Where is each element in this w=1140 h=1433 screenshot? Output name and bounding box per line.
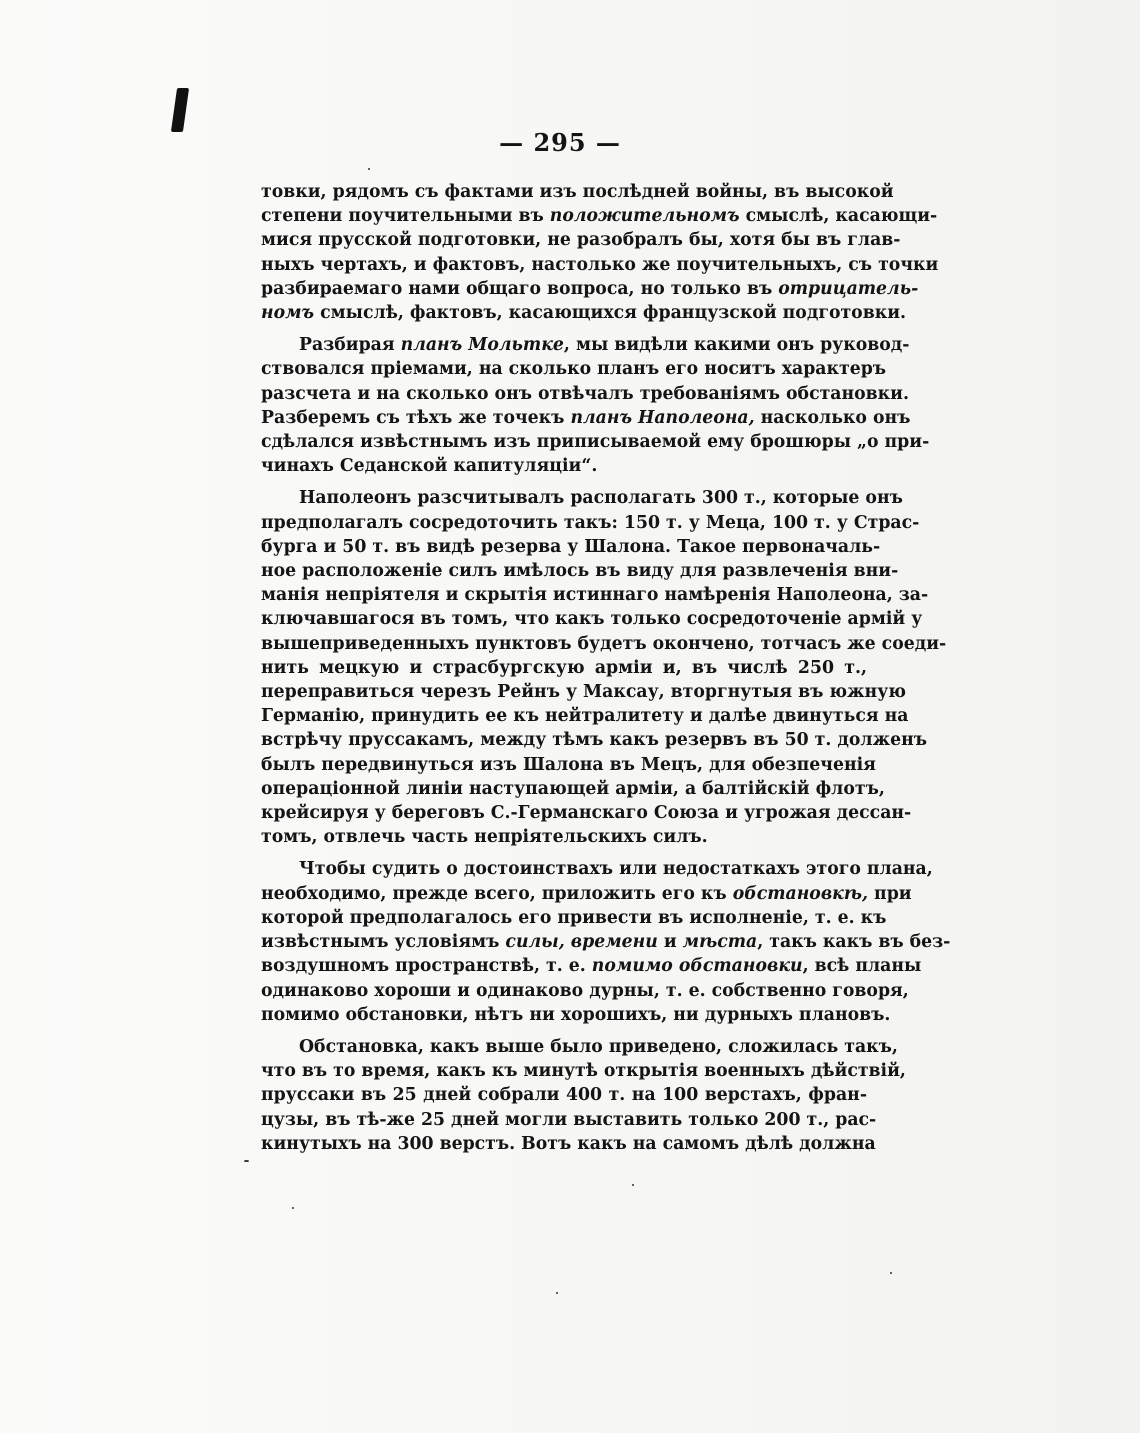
text-line: сдѣлался извѣстнымъ изъ приписываемой ему брошюры „о при- <box>261 432 930 453</box>
text-line: что въ то время, какъ къ минутѣ открытія военныхъ дѣйствій, <box>261 1061 906 1082</box>
text-line: Разбирая планъ Мольтке, мы видѣли какими онъ руковод- <box>299 335 910 356</box>
paragraph <box>261 333 930 478</box>
text-line: ключавшагося въ томъ, что какъ только сосредоточеніе армій у <box>261 609 923 630</box>
scan-speck <box>244 1160 249 1162</box>
text-line: помимо обстановки, нѣтъ ни хорошихъ, ни дурныхъ плановъ. <box>261 1004 891 1025</box>
text-line: товки, рядомъ съ фактами изъ послѣдней войны, въ высокой <box>261 182 894 202</box>
text-line: Чтобы судить о достоинствахъ или недостаткахъ этого плана, <box>299 859 933 880</box>
text-line: вышеприведенныхъ пунктовъ будетъ окончено, тотчасъ же соеди- <box>261 633 947 654</box>
scan-speck <box>632 1184 634 1186</box>
scan-speck <box>368 168 370 170</box>
text-line: ныхъ чертахъ, и фактовъ, настолько же поучительныхъ, съ точки <box>261 254 939 275</box>
text-line: извѣстнымъ условіямъ силы, времени и мѣста, такъ какъ въ без- <box>261 932 951 953</box>
paragraph <box>261 180 939 325</box>
text-line: воздушномъ пространствѣ, т. е. помимо обстановки, всѣ планы <box>261 956 922 977</box>
text-line: былъ передвинуться изъ Шалона въ Мецъ, для обезпеченія <box>261 754 876 775</box>
text-line: крейсируя у береговъ С.-Германскаго Союза и угрожая дессан- <box>261 803 912 824</box>
text-line: необходимо, прежде всего, приложить его къ обстановкѣ, <box>261 883 869 904</box>
text-line: встрѣчу пруссакамъ, между тѣмъ какъ резервъ въ 50 т. долженъ <box>261 730 927 751</box>
scan-speck <box>556 1292 558 1294</box>
text-line: томъ, отвлечь часть непріятельскихъ силъ. <box>261 827 708 848</box>
text-line: цузы, въ тѣ-же 25 дней могли выставить только 200 т., рас- <box>261 1109 877 1130</box>
text-line: Обстановка, какъ выше было приведено, сложилась такъ, <box>299 1036 898 1057</box>
text-line: одинаково хороши и одинаково дурны, т. е. собственно говоря, <box>261 980 909 1001</box>
text-line: бурга и 50 т. въ видѣ резерва у Шалона. Такое первоначаль- <box>261 536 881 557</box>
text-line: степени поучительными въ положительномъ смыслѣ, касающи- <box>261 206 938 227</box>
text-line: ствовался пріемами, на сколько планъ его носитъ характеръ <box>261 359 887 380</box>
text-line: которой предполагалось его привести въ исполненіе, т. е. къ <box>261 907 887 928</box>
paragraph <box>261 486 947 849</box>
text-line: нить мецкую и страсбургскую арміи и, въ числѣ 250 т., <box>261 657 867 678</box>
scan-speck <box>292 1207 294 1209</box>
text-line: ное расположеніе силъ имѣлось въ виду для развлеченія вни- <box>261 561 899 582</box>
text-line: Наполеонъ разсчитывалъ располагать 300 т., которые онъ <box>299 488 903 509</box>
paragraph <box>261 857 951 1026</box>
body-text <box>261 180 951 1164</box>
page-number: — 295 — <box>499 128 621 157</box>
text-line: переправиться черезъ Рейнъ у Максау, вторгнутыя въ южную <box>261 682 906 703</box>
text-line: Разберемъ съ тѣхъ же точекъ планъ Наполеона, насколько онъ <box>261 407 911 428</box>
text-line: манія непріятеля и скрытія истиннаго намѣренія Наполеона, за- <box>261 585 929 606</box>
text-line: пруссаки въ 25 дней собрали 400 т. на 100 верстахъ, фран- <box>261 1085 867 1106</box>
text-line: операціонной линіи наступающей арміи, а балтійскій флотъ, <box>261 778 885 799</box>
text-line: мися прусской подготовки, не разобралъ бы, хотя бы въ глав- <box>261 230 901 251</box>
text-line: разбираемаго нами общаго вопроса, но только въ отрицатель- <box>261 278 919 299</box>
text-line: номъ смыслѣ, фактовъ, касающихся французской подготовки. <box>261 303 907 324</box>
paragraph <box>261 1035 906 1156</box>
text-line: предполагалъ сосредоточить такъ: 150 т. у Меца, 100 т. у Страс- <box>261 512 920 533</box>
text-line: чинахъ Седанской капитуляціи“. <box>261 456 598 477</box>
scan-speck <box>890 1272 892 1274</box>
text-line: кинутыхъ на 300 верстъ. Вотъ какъ на самомъ дѣлѣ должна <box>261 1133 876 1154</box>
text-line: разсчета и на сколько онъ отвѣчалъ требованіямъ обстановки. <box>261 383 909 404</box>
text-line: Германію, принудить ее къ нейтралитету и далѣе двинуться на <box>261 706 909 727</box>
